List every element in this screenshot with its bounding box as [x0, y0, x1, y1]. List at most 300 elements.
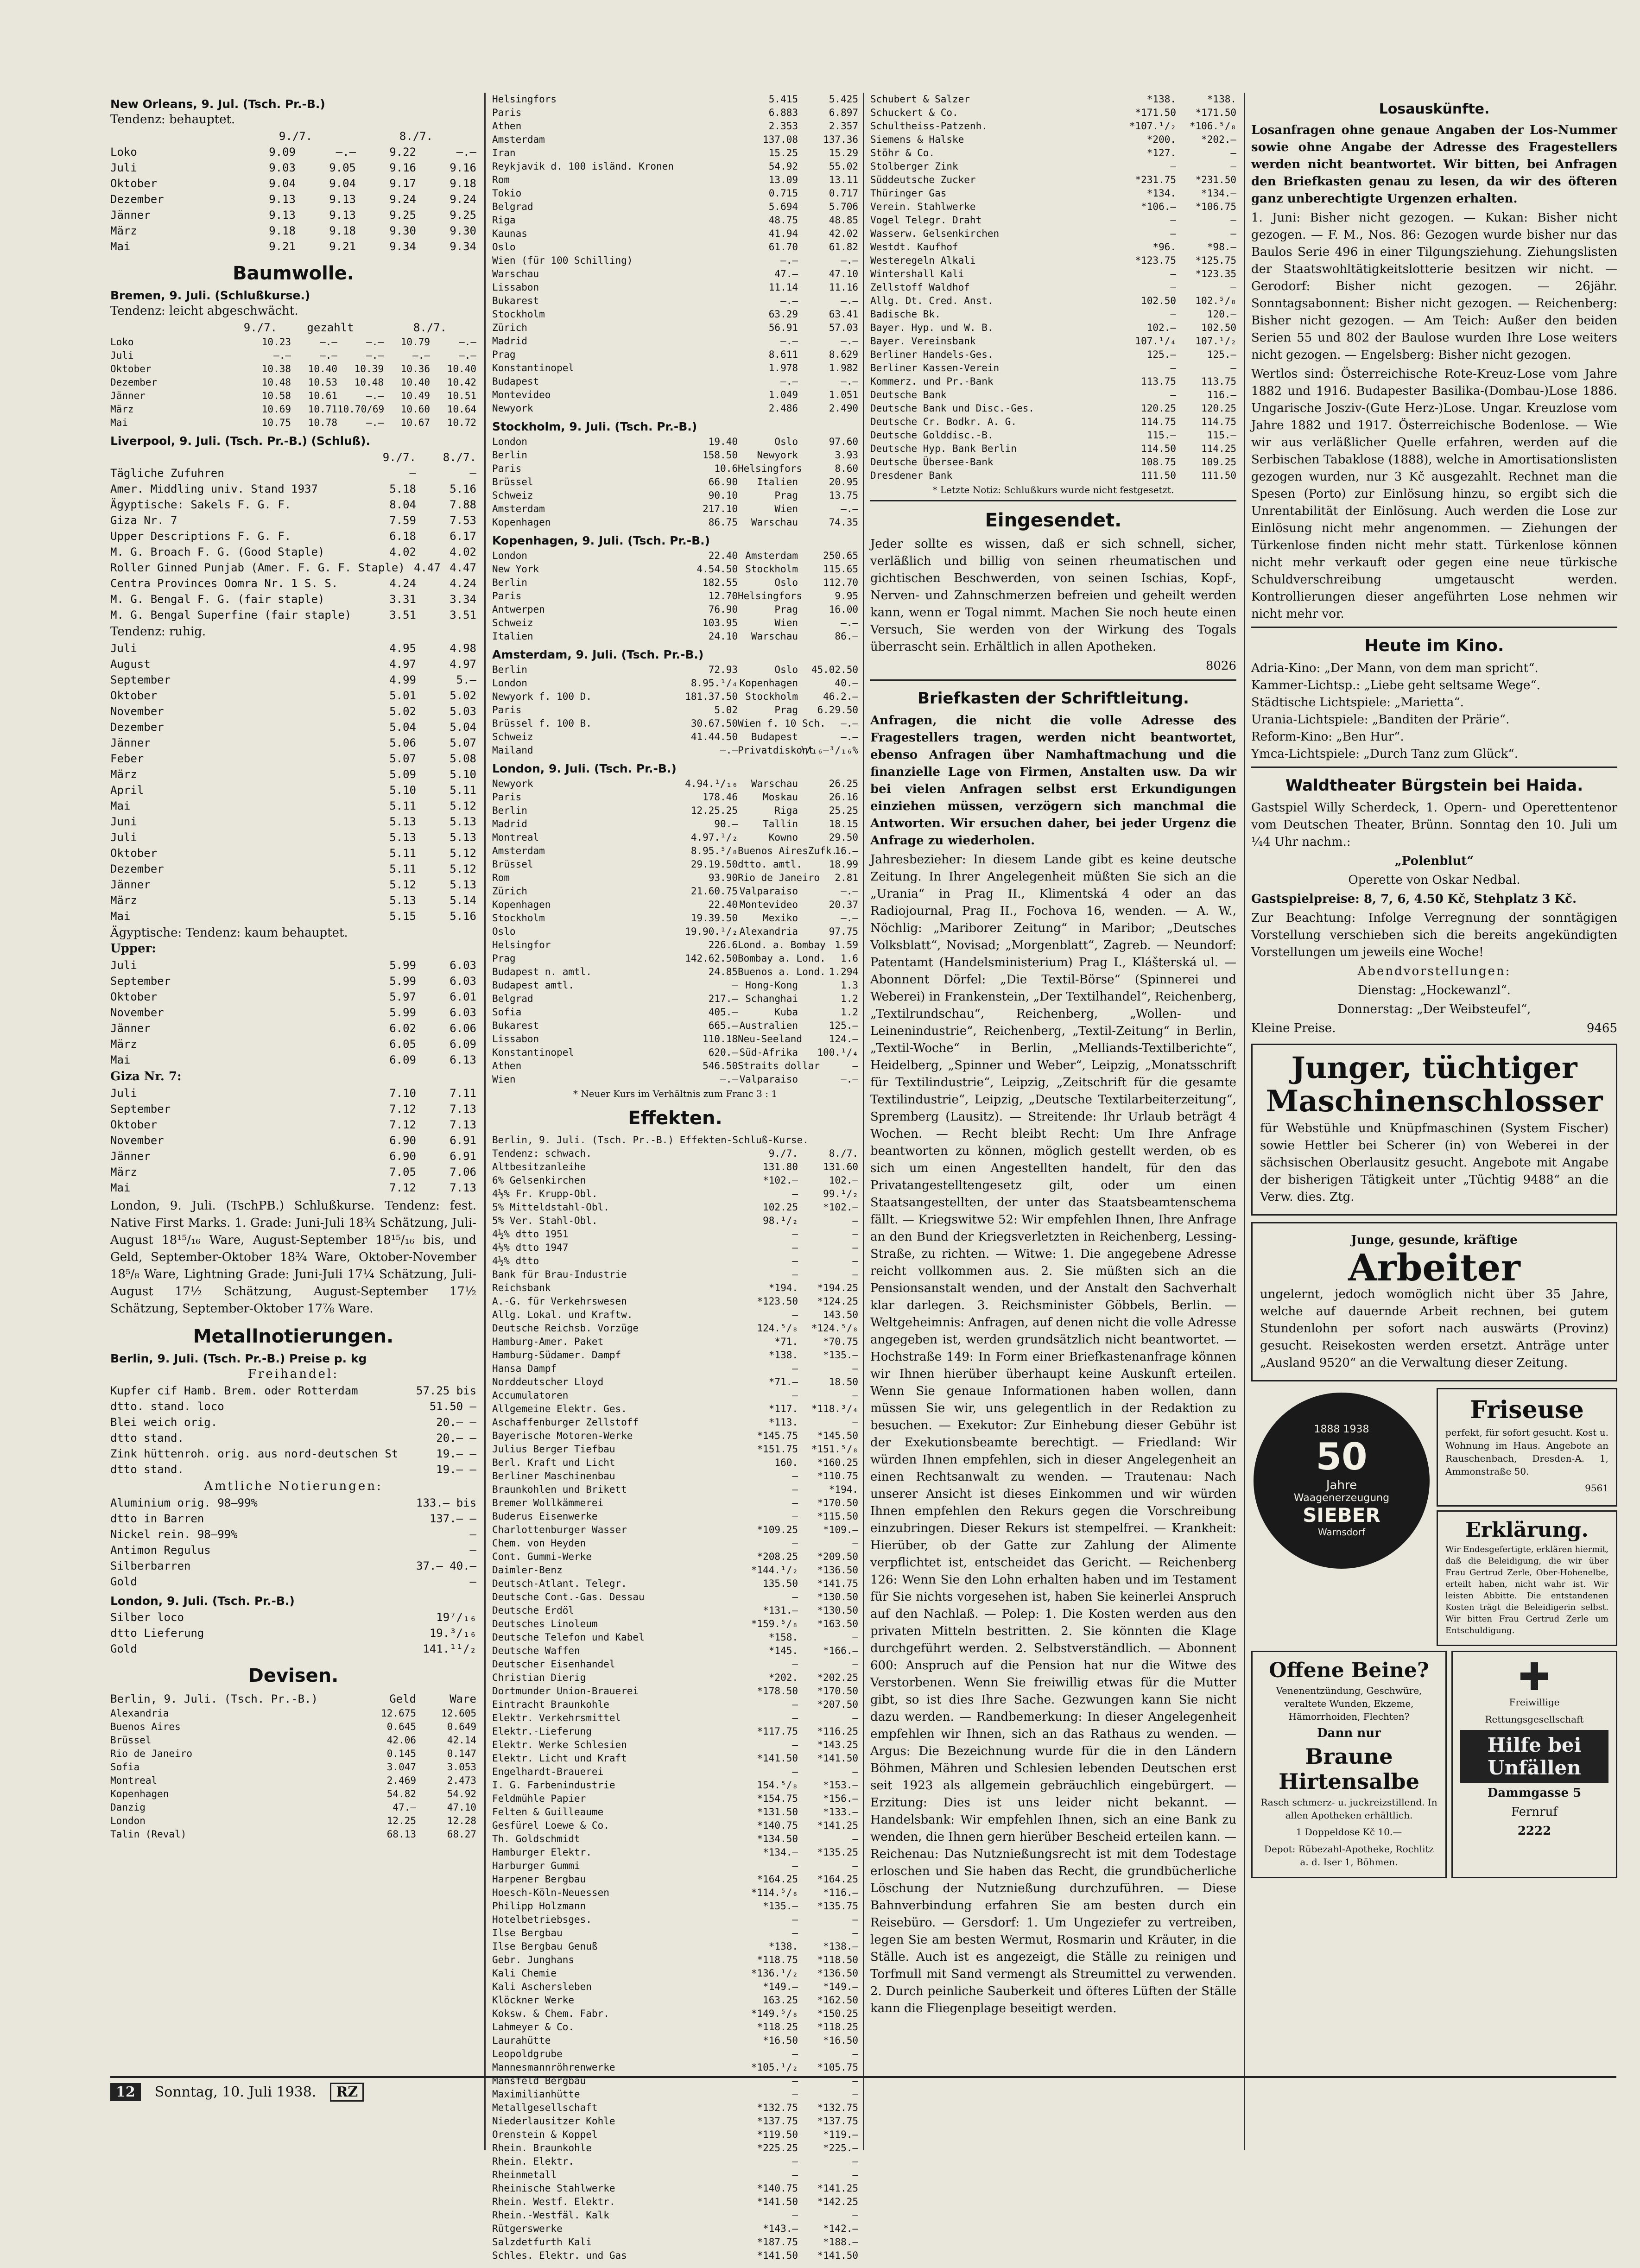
- row-label: Rheinische Stahlwerke: [492, 2183, 615, 2194]
- row-label: 5% Mitteldstahl-Obl.: [492, 1202, 609, 1213]
- row-label: London: [492, 550, 527, 561]
- row-label: Newyork: [492, 403, 533, 414]
- row-label: Bremer Wollkämmerei: [492, 1497, 604, 1508]
- row-value: *136.50: [817, 1968, 858, 1979]
- row-value: —: [1170, 362, 1176, 374]
- row-value: 9.21: [329, 240, 356, 253]
- row-value: *194.: [829, 1484, 858, 1495]
- row-value: *160.25: [817, 1457, 858, 1468]
- row-label: Buderus Eisenwerke: [492, 1511, 598, 1522]
- row-value: 6.18: [389, 530, 416, 543]
- row-label: Allg. Dt. Cred. Anst.: [870, 295, 994, 306]
- row-value: *134.—: [1201, 188, 1236, 199]
- row-value: *149.—: [763, 1981, 798, 1992]
- row-value: 5.04: [389, 721, 416, 734]
- row-value: 546.50: [703, 1060, 738, 1071]
- list-item: Reform-Kino: „Ben Hur“.: [1251, 730, 1404, 744]
- row-label: Rhein. Westf. Elektr.: [492, 2196, 615, 2207]
- table-row: [492, 2128, 858, 2141]
- table-row: [492, 1900, 858, 1913]
- row-value: 4.97.¹/₂: [690, 832, 738, 843]
- row-label: Salzdetfurth Kali: [492, 2236, 592, 2248]
- row-value: 142.62.50: [685, 953, 738, 964]
- row-value: —: [732, 980, 738, 991]
- ad-text: ungelernt, jedoch womöglich nicht über 35 Jahre, welche auf dauernde Arbeit rechnen, bei gutem Stundenlohn per sofort nach auswärts (Provinz) gesucht. Reisekosten werden ersetzt. Anträge unter „Ausland 9520“ an die Verwaltung dieser Zeitung.: [1260, 1287, 1608, 1370]
- row-value: 178.46: [703, 792, 738, 803]
- table-row: [492, 462, 858, 475]
- row-value: 181.37.50: [685, 691, 738, 702]
- abend-footer: Kleine Preise. 9465: [1251, 1021, 1617, 1035]
- table-row: [492, 200, 858, 214]
- row-value: —.—: [841, 503, 858, 514]
- ad-sieber: [1251, 1388, 1432, 1646]
- row-value: —.—: [841, 886, 858, 897]
- table-row: [492, 1967, 858, 1980]
- table-row: [492, 2021, 858, 2034]
- table-row: [492, 2168, 858, 2182]
- table-row: [110, 1005, 476, 1020]
- table-row: [110, 1828, 476, 1841]
- row-value: 9.25: [389, 209, 416, 222]
- table-row: [110, 1180, 476, 1196]
- row-label: Kali Aschersleben: [492, 1981, 592, 1992]
- table-row: [492, 2034, 858, 2047]
- row-label: 4½% dtto 1951: [492, 1229, 569, 1240]
- row-value: Kopenhagen: [739, 678, 798, 689]
- row-label: Badische Bk.: [870, 309, 941, 320]
- row-value: *151.75: [757, 1444, 798, 1455]
- row-value: 5.12: [389, 878, 416, 891]
- table-row: [492, 858, 858, 871]
- ad-product: Hirtensalbe: [1279, 1769, 1419, 1794]
- amtlich-table: [110, 1495, 476, 1590]
- row-value: —.—: [336, 146, 356, 158]
- row-label: Charlottenburger Wasser: [492, 1524, 627, 1535]
- table-row: [492, 1725, 858, 1738]
- row-value: 54.92: [768, 161, 798, 172]
- table-row: [492, 1953, 858, 1967]
- table-row: [110, 160, 476, 176]
- row-value: —: [1170, 215, 1176, 226]
- table-row: [110, 1414, 476, 1430]
- row-value: *202.: [768, 1672, 798, 1683]
- row-label: Hotelbetriebsges.: [492, 1914, 592, 1925]
- row-value: *138.: [1146, 94, 1176, 105]
- row-value: —: [792, 1363, 798, 1374]
- row-value: 63.29: [768, 309, 798, 320]
- row-value: 10.39: [354, 363, 384, 374]
- row-value: Kowno: [768, 832, 798, 843]
- row-value: 48.85: [829, 215, 858, 226]
- table-row: [492, 348, 858, 361]
- row-value: 5.13: [389, 815, 416, 828]
- row-value: 41.44.50: [690, 731, 738, 742]
- table-row: [492, 1375, 858, 1389]
- table-row: [492, 663, 858, 677]
- row-value: 10.79: [400, 336, 430, 348]
- table-row: [110, 1542, 476, 1558]
- table-row: [110, 1495, 476, 1511]
- row-value: —.—: [841, 718, 858, 729]
- row-label: Brüssel f. 100 B.: [492, 718, 592, 729]
- row-label: Stolberger Zink: [870, 161, 958, 172]
- row-value: 15.25: [768, 147, 798, 158]
- column-3: [870, 93, 1236, 2019]
- row-value: 5.15: [389, 910, 416, 923]
- row-label: Allg. Lokal. und Kraftw.: [492, 1309, 633, 1320]
- row-value: *170.50: [817, 1497, 858, 1508]
- table-row: [110, 376, 476, 389]
- row-label: London: [110, 1815, 146, 1826]
- table-row: [870, 308, 1236, 321]
- kopenhagen-heading: Kopenhagen, 9. Juli. (Tsch. Pr.-B.): [492, 534, 710, 547]
- row-value: Neu-Seeland: [738, 1033, 803, 1045]
- new-orleans-heading: New Orleans, 9. Jul. (Tsch. Pr.-B.): [110, 97, 325, 111]
- row-value: 22.40: [708, 550, 738, 561]
- row-label: Laurahütte: [492, 2035, 551, 2046]
- table-row: [870, 106, 1236, 120]
- table-row: [492, 1846, 858, 1859]
- row-label: Zürich: [492, 886, 527, 897]
- column-rule: [863, 93, 864, 2150]
- row-label: Schles. Elektr. und Gas: [492, 2250, 627, 2261]
- row-value: 1.982: [829, 362, 858, 374]
- table-row: [870, 375, 1236, 388]
- row-value: 3.047: [386, 1761, 416, 1773]
- bremen-heading: Bremen, 9. Juli. (Schlußkurse.): [110, 289, 310, 302]
- row-value: *16.50: [823, 2035, 858, 2046]
- row-value: 1.2: [841, 1007, 858, 1018]
- table-row: [492, 1241, 858, 1254]
- row-value: —: [1230, 362, 1236, 374]
- row-label: Lissabon: [492, 1033, 539, 1045]
- row-value: —.—: [841, 617, 858, 628]
- row-label: Dezember: [110, 193, 164, 206]
- page-number: 12: [110, 2083, 141, 2101]
- row-label: Schuckert & Co.: [870, 107, 958, 118]
- row-value: 131.60: [823, 1161, 858, 1172]
- row-value: 9.13: [329, 193, 356, 206]
- row-value: ¹/₁₆—³/₁₆%: [799, 745, 858, 756]
- table-row: [110, 814, 476, 830]
- row-label: Juli: [110, 642, 137, 655]
- column-rule: [1244, 93, 1245, 2150]
- table-row: [492, 1201, 858, 1214]
- row-label: Montreal: [110, 1775, 158, 1786]
- row-value: *188.—: [823, 2236, 858, 2248]
- sieber-seal: 1888 1938 50 Jahre Waagenerzeugung SIEBER Warnsdorf: [1254, 1393, 1430, 1569]
- ad-text: für Webstühle und Knüpfmaschinen (System Fischer) sowie Hettler bei Scherer (in) von Weberei in der sächsischen Oberlausitz gesucht. Angebote mit Angabe der bisherigen Tätigkeit unter „Tüchtig 9488“ an die Verw. dies. Ztg.: [1260, 1121, 1608, 1204]
- column-rule: [484, 93, 486, 2150]
- row-label: Mai: [110, 240, 131, 253]
- row-value: 226.6: [708, 939, 738, 950]
- table-row: [492, 1631, 858, 1644]
- row-label: Wasserw. Gelsenkirchen: [870, 228, 1000, 239]
- row-value: 2.490: [829, 403, 858, 414]
- row-value: —: [1170, 228, 1176, 239]
- row-label: Thüringer Gas: [870, 188, 947, 199]
- row-value: 4.47: [450, 561, 476, 574]
- row-label: Philipp Holzmann: [492, 1901, 586, 1912]
- row-label: dtto in Barren: [110, 1512, 204, 1525]
- row-label: März: [110, 224, 137, 237]
- row-value: —: [792, 1484, 798, 1495]
- row-value: —: [1230, 215, 1236, 226]
- table-row: [110, 1511, 476, 1527]
- table-row: [110, 362, 476, 376]
- row-value: Bombay a. Lond.: [738, 953, 826, 964]
- row-value: 19⁷/₁₆: [436, 1611, 476, 1624]
- row-value: 135.50: [763, 1578, 798, 1589]
- row-value: *119.50: [757, 2129, 798, 2140]
- row-value: —: [792, 1255, 798, 1267]
- row-value: —: [1170, 309, 1176, 320]
- row-label: Vogel Telegr. Draht: [870, 215, 982, 226]
- row-label: Deutsche Bank: [870, 389, 947, 400]
- row-value: —.—: [459, 350, 476, 361]
- row-value: *145.75: [757, 1430, 798, 1441]
- row-value: 5.18: [389, 482, 416, 495]
- upper-table: [110, 957, 476, 1068]
- row-value: —: [852, 1659, 858, 1670]
- row-label: Helsingfor: [492, 939, 551, 950]
- table-row: [492, 1483, 858, 1496]
- row-value: Straits dollar: [738, 1060, 820, 1071]
- row-value: Stockholm: [745, 691, 798, 702]
- table-row: [110, 1609, 476, 1625]
- row-value: 182.55: [703, 577, 738, 588]
- row-label: dtto Lieferung: [110, 1627, 204, 1640]
- row-value: 4.54.50: [697, 564, 738, 575]
- row-label: Koksw. & Chem. Fabr.: [492, 2008, 609, 2019]
- row-value: *113.: [768, 1417, 798, 1428]
- table-row: [492, 435, 858, 449]
- row-value: 4.47: [414, 561, 441, 574]
- row-label: Rom: [492, 872, 510, 883]
- list-item: Kammer-Lichtsp.: „Liebe geht seltsame Wege“.: [1251, 678, 1540, 692]
- row-value: 114.25: [1201, 443, 1236, 454]
- row-value: 5.694: [768, 201, 798, 212]
- row-value: 5.706: [829, 201, 858, 212]
- effekten-header: Berlin, 9. Juli. (Tsch. Pr.-B.) Effekten-Schluß-Kurse.: [492, 1134, 809, 1146]
- row-value: 9.22: [389, 146, 416, 158]
- row-value: 217.10: [703, 503, 738, 514]
- briefkasten-heading: Briefkasten der Schriftleitung.: [918, 689, 1189, 708]
- row-value: 102.50: [1201, 322, 1236, 333]
- row-value: *142.—: [823, 2223, 858, 2234]
- row-value: 47.—: [774, 268, 798, 279]
- row-value: *118.³/₄: [811, 1403, 858, 1414]
- row-label: Bayer. Vereinsbank: [870, 336, 976, 347]
- row-value: —.—: [841, 295, 858, 306]
- table-row: [492, 1443, 858, 1456]
- table-row: [110, 1462, 476, 1477]
- london-fx-heading: London, 9. Juli. (Tsch. Pr.-B.): [492, 762, 677, 775]
- row-value: —: [792, 2210, 798, 2221]
- row-value: *109.25: [757, 1524, 798, 1535]
- row-value: *141.50: [757, 2196, 798, 2207]
- row-value: 114.50: [1141, 443, 1176, 454]
- row-value: *138.: [768, 1349, 798, 1361]
- row-value: 113.75: [1141, 376, 1176, 387]
- table-row: [492, 717, 858, 730]
- row-label: Schultheiss-Patzenh.: [870, 120, 988, 132]
- table-row: [110, 1761, 476, 1774]
- row-value: 13.09: [768, 174, 798, 185]
- row-label: Wintershall Kali: [870, 268, 964, 279]
- row-value: 154.⁵/₈: [757, 1780, 798, 1791]
- row-label: Mai: [110, 910, 131, 923]
- table-row: [110, 403, 476, 416]
- table-row: [492, 1523, 858, 1537]
- column-1: [110, 93, 476, 1841]
- row-label: Amsterdam: [492, 845, 545, 856]
- row-value: —: [792, 1712, 798, 1723]
- table-row: [870, 402, 1236, 415]
- ad-text: Venenentzündung, Geschwüre, veraltete Wunden, Ekzeme, Hämorrhoiden, Flechten?: [1276, 1685, 1422, 1722]
- row-value: 125.—: [829, 1020, 858, 1031]
- row-value: 19.³/₁₆: [429, 1627, 476, 1640]
- row-label: M. G. Bengal Superfine (fair staple): [110, 608, 352, 621]
- table-row: [870, 456, 1236, 469]
- row-value: 42.06: [386, 1735, 416, 1746]
- row-label: Elektr.-Lieferung: [492, 1726, 592, 1737]
- row-value: —: [852, 1833, 858, 1844]
- row-label: Rhein. Elektr.: [492, 2156, 575, 2167]
- row-value: *142.25: [817, 2196, 858, 2207]
- row-label: 4½% dtto: [492, 1255, 539, 1267]
- row-label: Norddeutscher Lloyd: [492, 1376, 604, 1387]
- row-value: 72.93: [708, 664, 738, 675]
- table-row: [492, 267, 858, 281]
- row-value: 1.049: [768, 389, 798, 400]
- row-value: 1.6: [841, 953, 858, 964]
- row-value: *141.50: [757, 2250, 798, 2261]
- row-value: 102.50: [1141, 295, 1176, 306]
- row-label: September: [110, 1102, 171, 1115]
- ad-phone: 2222: [1517, 1824, 1551, 1838]
- row-value: 5.425: [829, 94, 858, 105]
- table-row: [492, 93, 858, 106]
- row-value: 5.07: [389, 752, 416, 765]
- row-value: —: [792, 1699, 798, 1710]
- row-label: Allgemeine Elektr. Ges.: [492, 1403, 627, 1414]
- table-row: [492, 1006, 858, 1019]
- row-value: *149.⁵/₈: [751, 2008, 798, 2019]
- row-value: Warschau: [751, 778, 798, 789]
- row-value: 16.00: [829, 604, 858, 615]
- row-value: *116.25: [817, 1726, 858, 1737]
- row-label: Berliner Maschinenbau: [492, 1470, 615, 1482]
- row-value: 19.40: [708, 436, 738, 447]
- row-value: 9.13: [269, 209, 296, 222]
- table-row: [492, 214, 858, 227]
- row-label: Kali Chemie: [492, 1968, 557, 1979]
- row-label: Cont. Gummi-Werke: [492, 1551, 592, 1562]
- row-value: *162.50: [817, 1995, 858, 2006]
- row-value: 4.99: [389, 673, 416, 686]
- row-value: 12.675: [381, 1708, 416, 1719]
- row-value: *202.—: [1201, 134, 1236, 145]
- row-label: Oktober: [110, 847, 158, 860]
- table-row: [492, 227, 858, 241]
- table-row: [492, 1550, 858, 1564]
- row-value: 37.— 40.—: [416, 1559, 477, 1572]
- table-row: [492, 1160, 858, 1174]
- red-cross-icon: [1520, 1662, 1548, 1690]
- row-label: Konstantinopel: [492, 1047, 575, 1058]
- row-value: —: [852, 1363, 858, 1374]
- row-value: *140.75: [757, 2183, 798, 2194]
- row-value: 137.36: [823, 134, 858, 145]
- row-label: Ilse Bergbau Genuß: [492, 1941, 598, 1952]
- row-label: Stöhr & Co.: [870, 147, 935, 158]
- table-row: [492, 1711, 858, 1725]
- row-label: Berlin: [492, 805, 527, 816]
- row-value: 131.80: [763, 1161, 798, 1172]
- row-label: 4½% dtto 1947: [492, 1242, 569, 1253]
- table-row: [492, 1913, 858, 1926]
- table-row: [492, 603, 858, 616]
- ad-text: Wir Endesgefertigte, erklären hiermit, daß die Beleidigung, die wir über Frau Gertrud Zerle, Ober-Hohenelbe, erteilt haben, nicht wahr ist. Wir leisten Abbitte. Die entstandenen Kosten trägt die Beleidigerin selbst. Wir bitten Frau Gertrud Zerle um Entschuldigung.: [1445, 1545, 1608, 1635]
- row-value: 10.64: [447, 404, 476, 415]
- row-value: 4.94.¹/₁₆: [685, 778, 738, 789]
- table-row: [492, 1268, 858, 1281]
- neuer-kurs-note: * Neuer Kurs im Verhältnis zum Franc 3 : 1: [573, 1088, 778, 1099]
- row-label: Centra Provinces Oomra Nr. 1 S. S.: [110, 577, 338, 590]
- row-value: 1.294: [829, 966, 858, 977]
- row-value: —: [792, 1470, 798, 1482]
- row-value: *102.—: [763, 1175, 798, 1186]
- row-label: Juli: [110, 831, 137, 844]
- list-item: Städtische Lichtspiele: „Marietta“.: [1251, 696, 1464, 710]
- row-label: Rhein. Braunkohle: [492, 2142, 592, 2154]
- row-value: 40.—: [835, 678, 858, 689]
- row-label: Deutsche Bank und Disc.-Ges.: [870, 403, 1035, 414]
- row-value: 97.60: [829, 436, 858, 447]
- row-value: *105.¹/₂: [751, 2062, 798, 2073]
- liverpool-months-table: [110, 640, 476, 924]
- row-value: *132.75: [817, 2102, 858, 2113]
- row-value: 2.473: [447, 1775, 476, 1786]
- table-row: [492, 1577, 858, 1590]
- row-value: *141.50: [757, 1753, 798, 1764]
- table-row: [492, 2061, 858, 2074]
- row-value: 109.25: [1201, 456, 1236, 468]
- row-value: 115.—: [1207, 430, 1236, 441]
- row-value: *141.75: [817, 1578, 858, 1589]
- row-value: 10.40: [447, 363, 476, 374]
- row-value: *124.25: [817, 1296, 858, 1307]
- table-row: [492, 1073, 858, 1086]
- table-row: [110, 1036, 476, 1052]
- row-label: Deutscher Eisenhandel: [492, 1659, 615, 1670]
- liverpool-heading: Liverpool, 9. Juli. (Tsch. Pr.-B.) (Schluß).: [110, 434, 370, 448]
- table-row: [492, 1752, 858, 1765]
- table-row: [492, 281, 858, 294]
- row-value: —: [792, 1188, 798, 1199]
- waldtheater-prices: Gastspielpreise: 8, 7, 6, 4.50 Kč, Stehplatz 3 Kč.: [1251, 892, 1577, 906]
- table-row: [492, 335, 858, 348]
- row-label: Bukarest: [492, 1020, 539, 1031]
- row-value: *209.50: [817, 1551, 858, 1562]
- row-value: 6.09: [389, 1053, 416, 1066]
- row-label: Ilse Bergbau: [492, 1927, 563, 1939]
- table-row: [870, 361, 1236, 375]
- row-value: 5.99: [389, 975, 416, 988]
- row-value: 97.75: [829, 926, 858, 937]
- ad-product: Braune: [1305, 1744, 1393, 1769]
